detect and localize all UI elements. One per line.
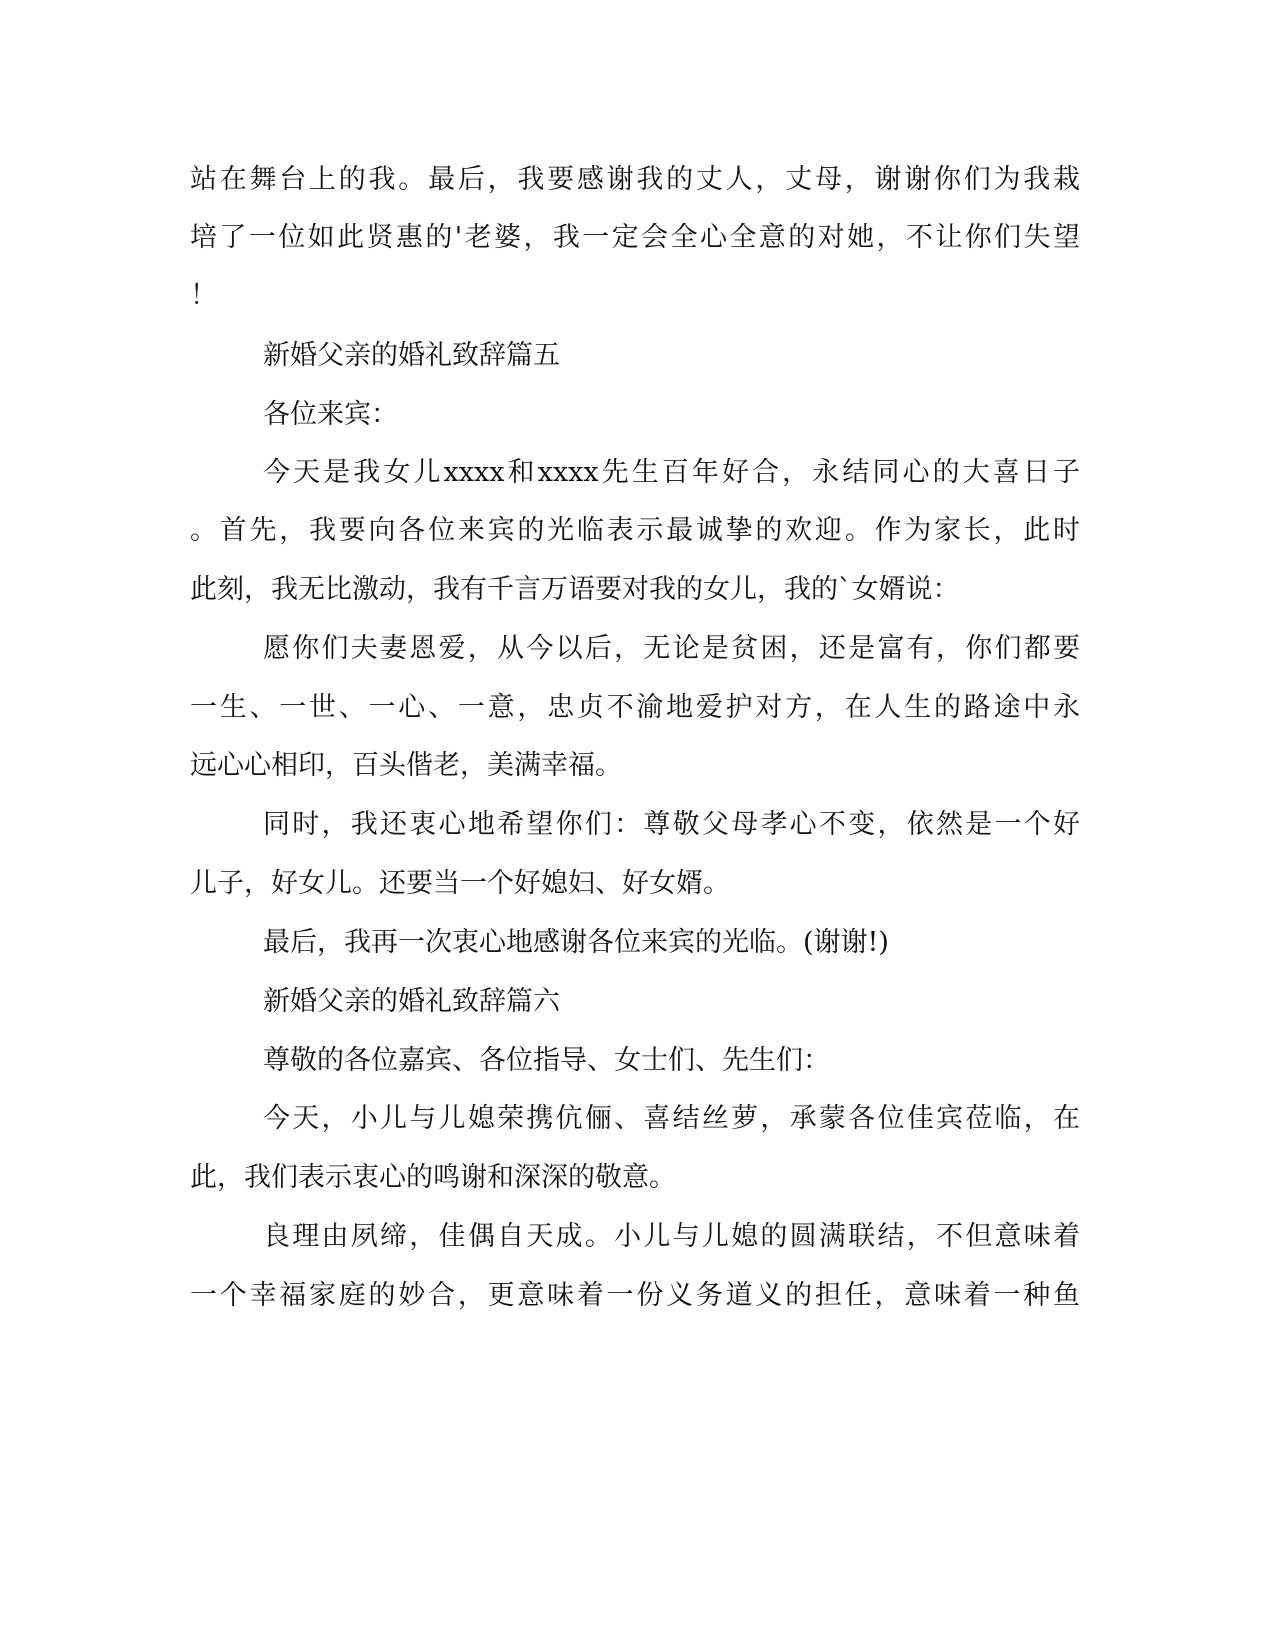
- text-line: 远心心相印，百头偕老，美满幸福。: [190, 750, 622, 781]
- text-line: 此，我们表示衷心的鸣谢和深深的敬意。: [190, 1162, 676, 1193]
- text-line: 一生、一世、一心、一意，忠贞不渝地爱护对方，在人生的路途中永: [190, 692, 1080, 723]
- text-line: 今天是我女儿xxxx和xxxx先生百年好合，永结同心的大喜日子: [263, 457, 1080, 488]
- text-line: 儿子，好女儿。还要当一个好媳妇、好女婿。: [190, 868, 730, 899]
- text-line: 最后，我再一次衷心地感谢各位来宾的光临。(谢谢!): [263, 927, 889, 958]
- section-heading: 新婚父亲的婚礼致辞篇五: [263, 340, 560, 371]
- salutation: 尊敬的各位嘉宾、各位指导、女士们、先生们：: [263, 1045, 830, 1076]
- text-line: 培了一位如此贤惠的'老婆，我一定会全心全意的对她，不让你们失望: [190, 222, 1080, 253]
- text-line: 此刻，我无比激动，我有千言万语要对我的女儿，我的`女婿说：: [190, 574, 960, 605]
- text-line: 今天，小儿与儿媳荣携伉俪、喜结丝萝，承蒙各位佳宾莅临，在: [263, 1103, 1080, 1134]
- text-line: 。首先，我要向各位来宾的光临表示最诚挚的欢迎。作为家长，此时: [190, 515, 1080, 546]
- text-line: ！: [190, 280, 217, 311]
- text-line: 站在舞台上的我。最后，我要感谢我的丈人，丈母，谢谢你们为我栽: [190, 164, 1080, 195]
- salutation: 各位来宾：: [263, 399, 398, 430]
- text-line: 良理由夙缔，佳偶自天成。小儿与儿媳的圆满联结，不但意味着: [263, 1221, 1080, 1252]
- text-line: 同时，我还衷心地希望你们：尊敬父母孝心不变，依然是一个好: [263, 809, 1080, 840]
- section-heading: 新婚父亲的婚礼致辞篇六: [263, 986, 560, 1017]
- text-line: 一个幸福家庭的妙合，更意味着一份义务道义的担任，意味着一种鱼: [190, 1280, 1080, 1311]
- text-line: 愿你们夫妻恩爱，从今以后，无论是贫困，还是富有，你们都要: [263, 633, 1080, 664]
